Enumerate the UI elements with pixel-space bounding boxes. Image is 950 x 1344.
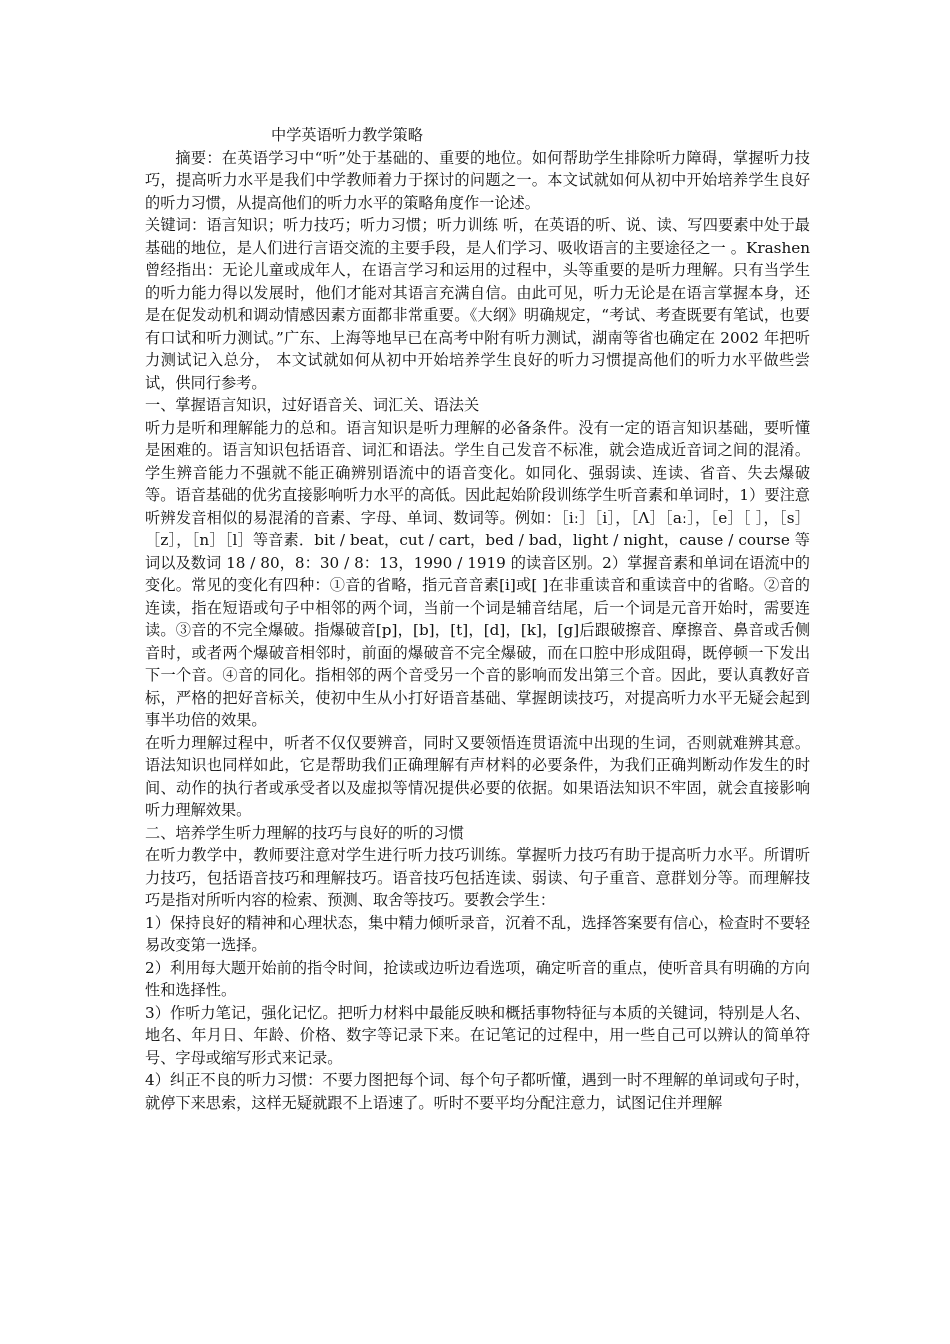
paragraph: 2）利用每大题开始前的指令时间，抢读或边听边看选项，确定听音的重点，使听音具有明确的方向性和选择性。 [145,958,810,999]
paragraph: 1）保持良好的精神和心理状态，集中精力倾听录音，沉着不乱，选择答案要有信心，检查时不要轻易改变第一选择。 [145,913,810,954]
paragraph: 二、培养学生听力理解的技巧与良好的听的习惯 [145,823,464,842]
document-page [145,124,810,1114]
paragraph: 听力是听和理解能力的总和。语言知识是听力理解的必备条件。没有一定的语言知识基础，要听懂是困难的。语言知识包括语音、词汇和语法。学生自己发音不标准，就会造成近音词之间的混淆。学生辨音能力不强就不能正确辨别语流中的语音变化。如同化、强弱读、连读、省音、失去爆破等。语音基础的优劣直接影响听力水平的高低。因此起始阶段训练学生听音素和单词时，1）要注意听辨发音相似的易混淆的音素、字母、单词、数词等。例如：［iː］［i］，［Λ］［aː］，［e］［ ］，［s］［z］，［n］［l］等音素．bit / beat，cut / cart，bed / bad，light / night，cause / course 等词以及数词 18 / 80，8：30 / 8：13，1990 / 1919 的读音区别。2）掌握音素和单词在语流中的变化。常见的变化有四种：①音的省略，指元音音素[i]或[ ]在非重读音和重读音中的省略。②音的连读，指在短语或句子中相邻的两个词，当前一个词是辅音结尾，后一个词是元音开始时，需要连读。③音的不完全爆破。指爆破音[p]，[b]，[t]，[d]，[k]，[g]后跟破擦音、摩擦音、鼻音或舌侧音时，或者两个爆破音相邻时，前面的爆破音不完全爆破，而在口腔中形成阻碍，既停顿一下发出下一个音。④音的同化。指相邻的两个音受另一个音的影响而发出第三个音。因此，要认真教好音标，严格的把好音标关，使初中生从小打好语音基础、掌握朗读技巧，对提高听力水平无疑会起到事半功倍的效果。 [145,418,810,729]
paragraph: 4）纠正不良的听力习惯：不要力图把每个词、每个句子都听懂，遇到一时不理解的单词或句子时，就停下来思索，这样无疑就跟不上语速了。听时不要平均分配注意力，试图记住并理解 [145,1071,810,1112]
document-body [145,147,810,1115]
paragraph: 3）作听力笔记，强化记忆。把听力材料中最能反映和概括事物特征与本质的关键词，特别是人名、地名、年月日、年龄、价格、数字等记录下来。在记笔记的过程中，用一些自己可以辨认的简单符号、字母或缩写形式来记录。 [145,1003,810,1067]
paragraph: 一、掌握语言知识，过好语音关、词汇关、语法关 [145,396,480,414]
paragraph: 关键词：语言知识；听力技巧；听力习惯；听力训练 听，在英语的听、说、读、写四要素中处于最基础的地位，是人们进行言语交流的主要手段，是人们学习、吸收语言的主要途径之一 。Krashen 曾经指出：无论儿童或成年人，在语言学习和运用的过程中，头等重要的是听力理解。只有当学生的听力能力得以发展时，他们才能对其语言充满自信。由此可见，听力无论是在语言掌握本身，还是在促发动机和调动情感因素方面都非常重要。《大纲》明确规定，“考试、考查既要有笔试，也要有口试和听力测试。”广东、上海等地早已在高考中附有听力测试，湖南等省也确定在 2002 年把听力测试记入总分， 本文试就如何从初中开始培养学生良好的听力习惯提高他们的听力水平做些尝试，供同行参考。 [145,216,810,392]
paragraph: 摘要：在英语学习中“听”处于基础的、重要的地位。如何帮助学生排除听力障碍，掌握听力技巧，提高听力水平是我们中学教师着力于探讨的问题之一。本文试就如何从初中开始培养学生良好的听力习惯，从提高他们的听力水平的策略角度作一论述。 [145,148,810,212]
paragraph: 在听力教学中，教师要注意对学生进行听力技巧训练。掌握听力技巧有助于提高听力水平。所谓听力技巧，包括语音技巧和理解技巧。语音技巧包括连读、弱读、句子重音、意群划分等。而理解技巧是指对所听内容的检索、预测、取舍等技巧。要教会学生： [145,846,810,909]
paragraph: 在听力理解过程中，听者不仅仅要辨音，同时又要领悟连贯语流中出现的生词，否则就难辨其意。语法知识也同样如此，它是帮助我们正确理解有声材料的必要条件，为我们正确判断动作发生的时间、动作的执行者或承受者以及虚拟等情况提供必要的依据。如果语法知识不牢固，就会直接影响听力理解效果。 [145,733,810,819]
document-title: 中学英语听力教学策略 [271,126,423,144]
